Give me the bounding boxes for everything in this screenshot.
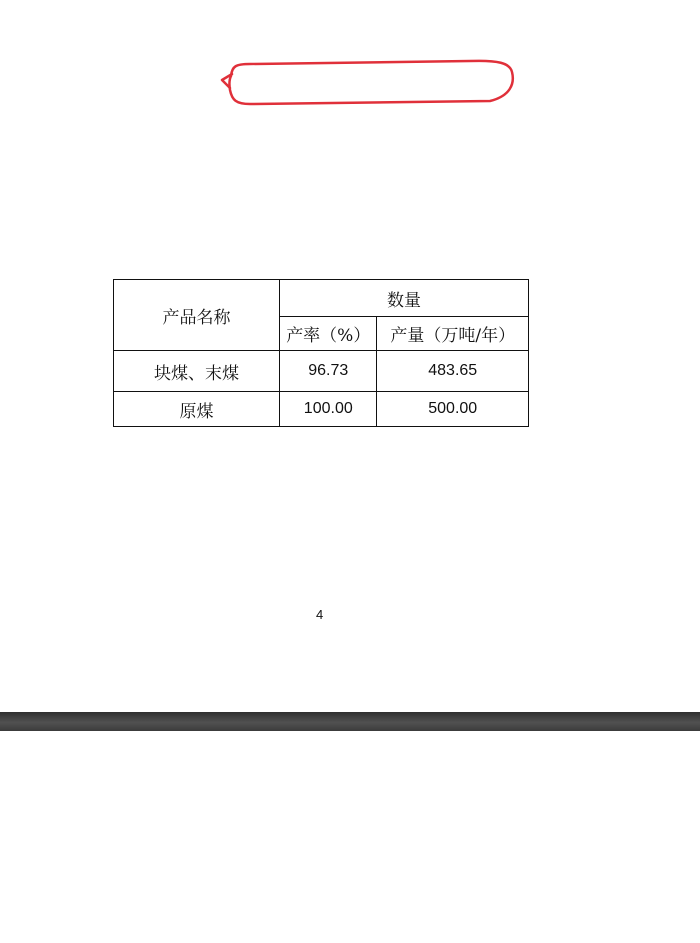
table-cell-product-name: 块煤、末煤 xyxy=(114,351,280,392)
table-header-product-name: 产品名称 xyxy=(114,280,280,351)
table-cell-rate: 96.73 xyxy=(280,351,377,392)
document-page-bottom xyxy=(0,731,700,943)
table-cell-product-name: 原煤 xyxy=(114,392,280,427)
table-cell-output: 500.00 xyxy=(377,392,529,427)
page-number: 4 xyxy=(316,607,324,622)
table-row xyxy=(114,351,529,392)
table-header-output: 产量（万吨/年） xyxy=(377,317,529,351)
red-circle-annotation xyxy=(0,0,700,200)
product-plan-table xyxy=(113,279,529,427)
page-separator xyxy=(0,712,700,731)
table-header-rate: 产率（%） xyxy=(280,317,377,351)
table-header-quantity: 数量 xyxy=(280,280,529,317)
table-row xyxy=(114,392,529,427)
table-cell-output: 483.65 xyxy=(377,351,529,392)
table-cell-rate: 100.00 xyxy=(280,392,377,427)
